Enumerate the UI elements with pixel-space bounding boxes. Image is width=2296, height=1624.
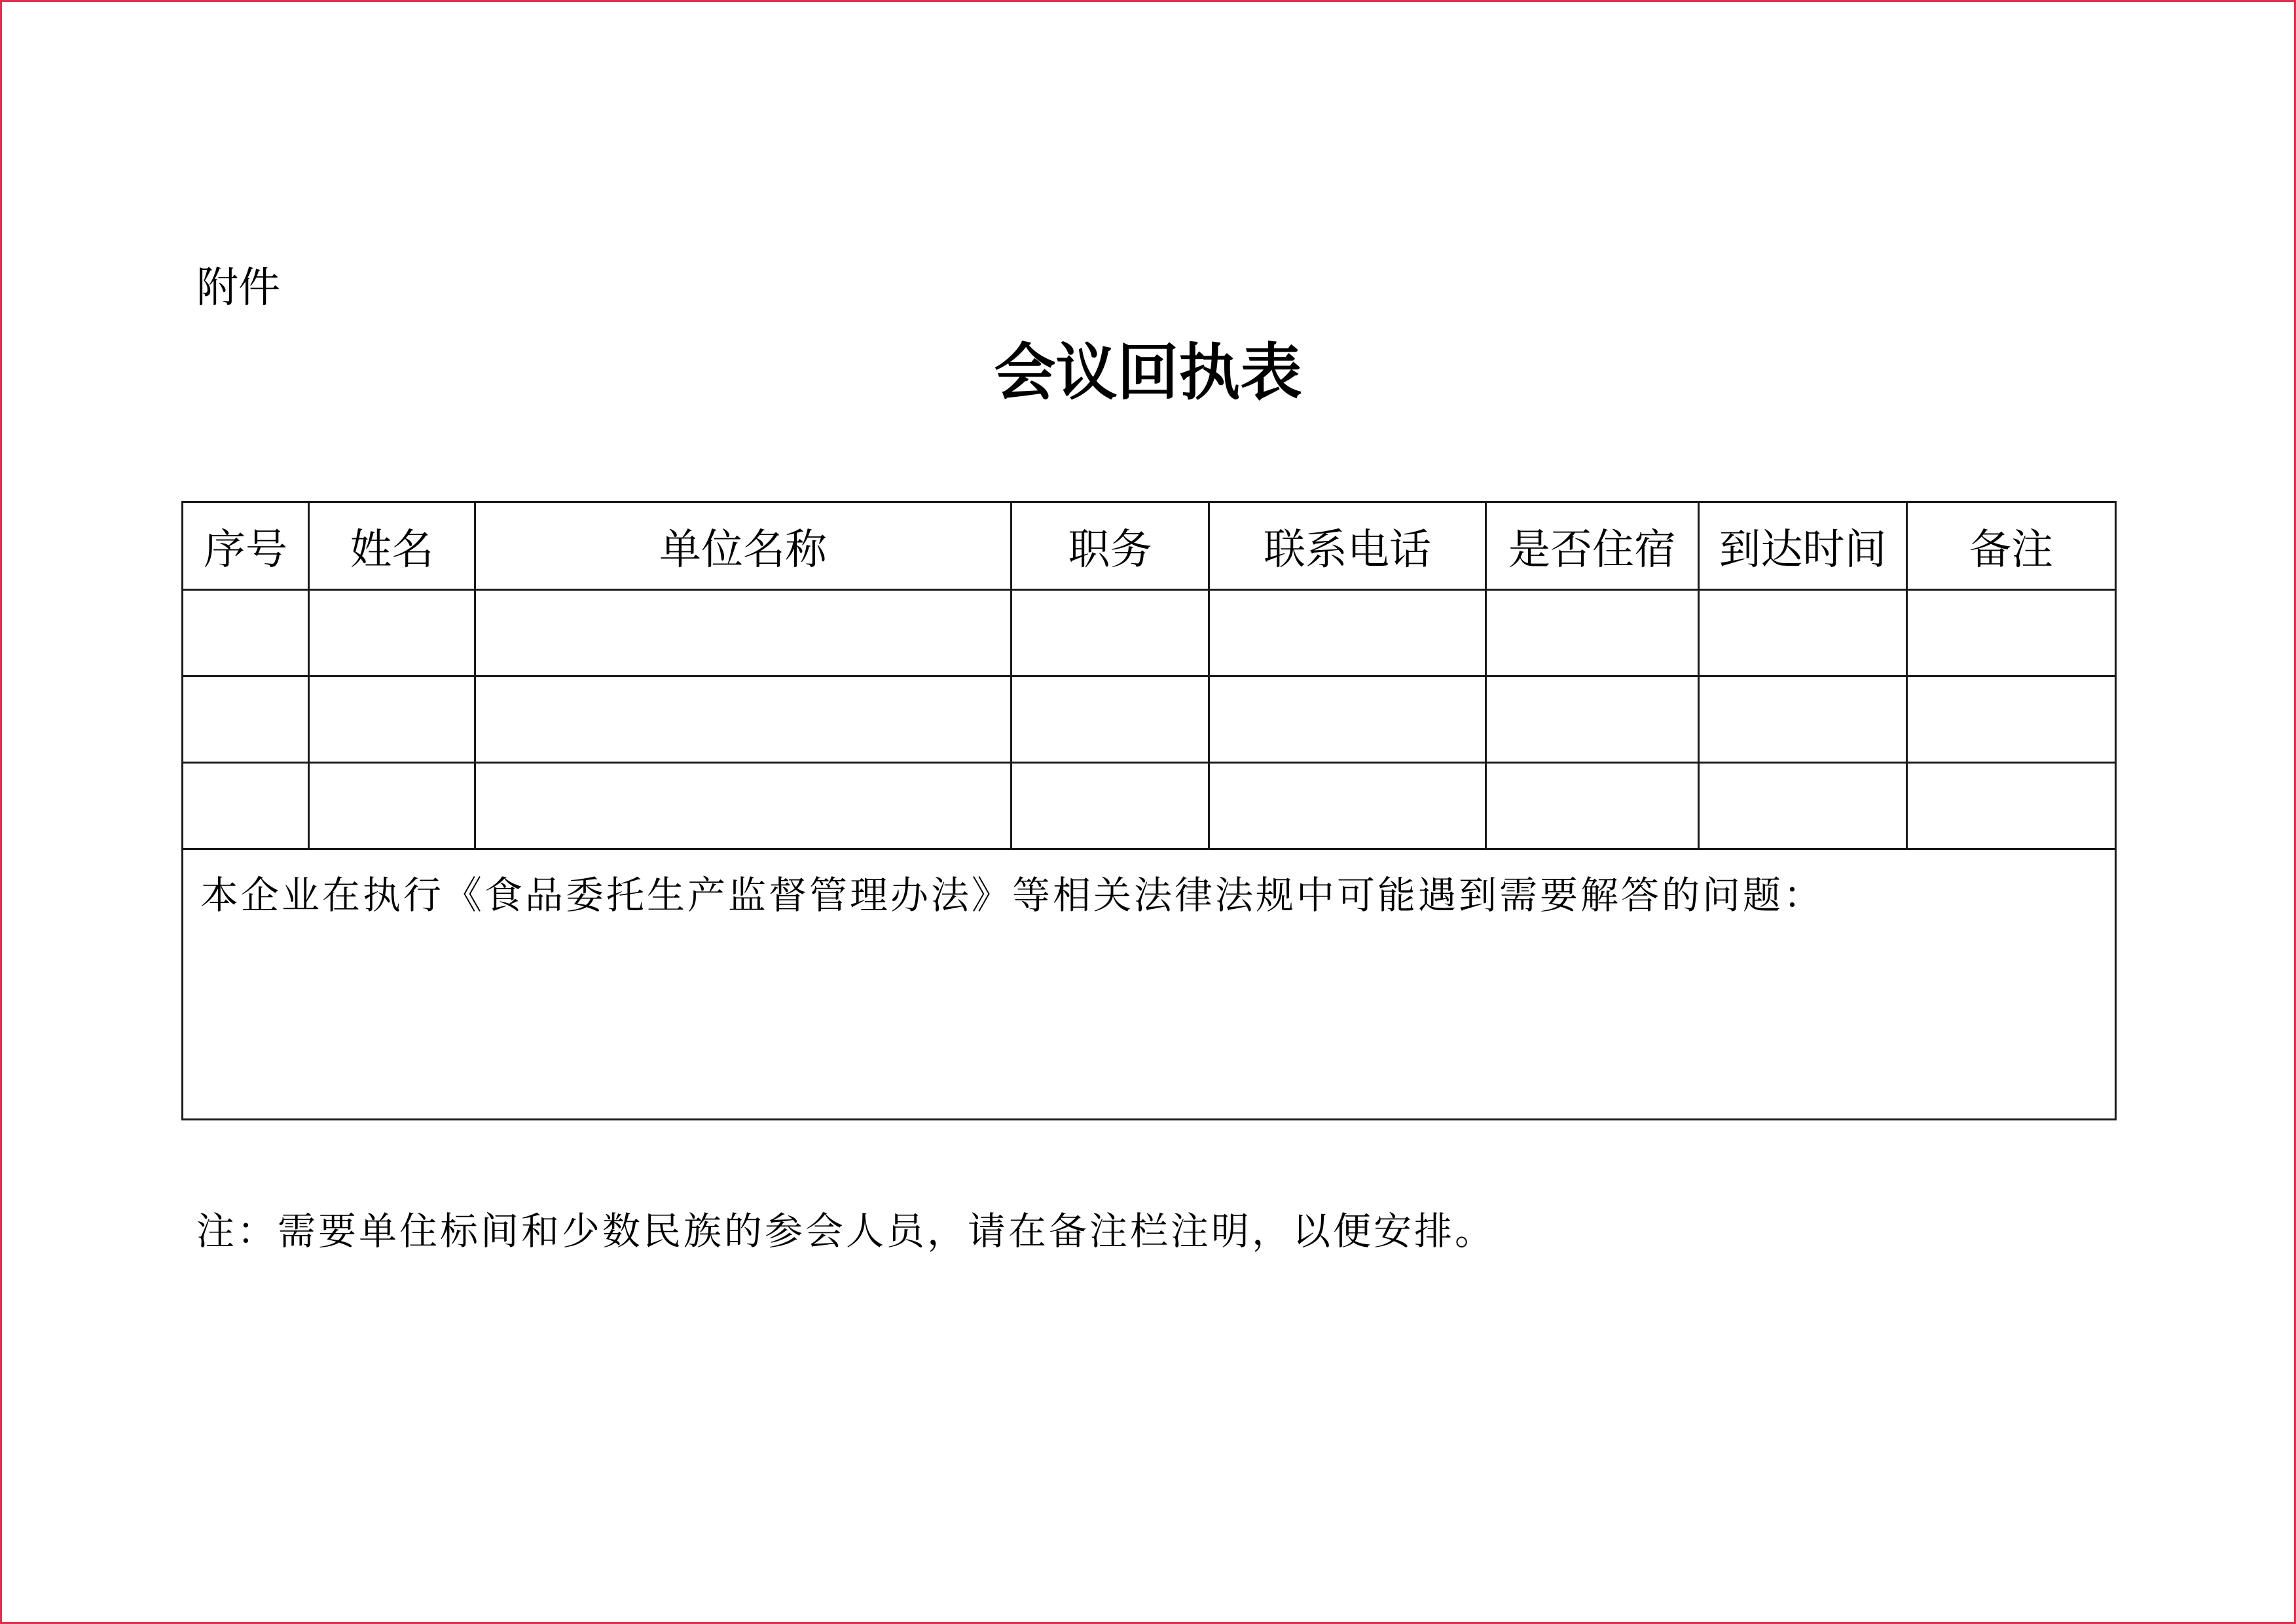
table-cell xyxy=(1907,763,2116,849)
table-cell xyxy=(475,763,1011,849)
receipt-table xyxy=(181,501,2117,1120)
table-cell xyxy=(309,763,475,849)
table-cell xyxy=(1011,590,1209,676)
table-cell xyxy=(1907,676,2116,763)
header-organization: 单位名称 xyxy=(475,502,1011,590)
header-position: 职务 xyxy=(1011,502,1209,590)
table-cell xyxy=(1486,676,1699,763)
table-cell xyxy=(1011,763,1209,849)
header-arrival-time: 到达时间 xyxy=(1699,502,1907,590)
header-name: 姓名 xyxy=(309,502,475,590)
table-cell xyxy=(183,590,309,676)
table-cell xyxy=(475,590,1011,676)
question-prompt: 本企业在执行《食品委托生产监督管理办法》等相关法律法规中可能遇到需要解答的问题： xyxy=(183,849,2116,1120)
table-row xyxy=(183,590,2116,676)
table-header-row xyxy=(183,502,2116,590)
table-cell xyxy=(1209,676,1486,763)
footnote: 注：需要单住标间和少数民族的参会人员，请在备注栏注明，以便安排。 xyxy=(196,1209,1496,1253)
table-cell xyxy=(1209,763,1486,849)
table-cell xyxy=(1699,676,1907,763)
table-row xyxy=(183,763,2116,849)
table-cell xyxy=(1486,590,1699,676)
table-cell xyxy=(1011,676,1209,763)
header-serial-number: 序号 xyxy=(183,502,309,590)
header-accommodation: 是否住宿 xyxy=(1486,502,1699,590)
table-cell xyxy=(309,676,475,763)
header-phone: 联系电话 xyxy=(1209,502,1486,590)
table-cell xyxy=(1209,590,1486,676)
document-title: 会议回执表 xyxy=(994,337,1302,409)
header-remarks: 备注 xyxy=(1907,502,2116,590)
table-cell xyxy=(1486,763,1699,849)
table-row xyxy=(183,676,2116,763)
table-cell xyxy=(183,763,309,849)
attachment-label: 附件 xyxy=(196,264,280,312)
table-cell xyxy=(475,676,1011,763)
question-row xyxy=(183,849,2116,1120)
table-cell xyxy=(1699,590,1907,676)
table-cell xyxy=(309,590,475,676)
table-cell xyxy=(183,676,309,763)
table-cell xyxy=(1699,763,1907,849)
table-cell xyxy=(1907,590,2116,676)
